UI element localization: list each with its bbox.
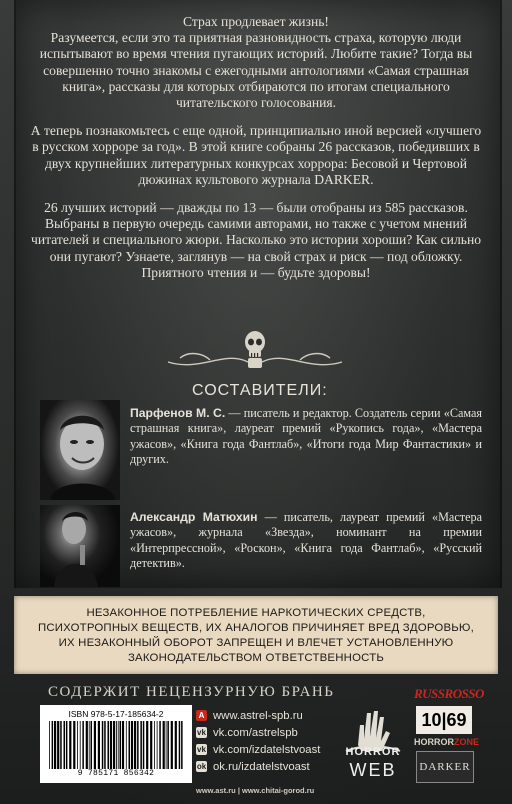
barcode-bar xyxy=(154,721,155,769)
ast-icon: A xyxy=(196,710,207,721)
barcode-bar xyxy=(110,721,112,769)
barcode-bar xyxy=(108,721,110,769)
skull-ornament-icon xyxy=(160,328,350,376)
russrosso-logo: RUSSROSSO xyxy=(414,686,484,701)
barcode-bar xyxy=(175,721,177,769)
compiler-name-2: Александр Матюхин xyxy=(130,510,258,524)
barcode-number: 9 785171 856342 xyxy=(77,769,155,778)
link-text: vk.com/izdatelstvoast xyxy=(213,743,321,756)
bio-matyukhin xyxy=(130,510,482,571)
barcode-bar xyxy=(118,721,119,769)
barcode-bar xyxy=(134,721,136,769)
horrorzone-logo-part2: ZONE xyxy=(454,737,480,747)
logo-1069: 10|69 xyxy=(416,706,472,734)
profanity-notice: СОДЕРЖИТ НЕЦЕНЗУРНУЮ БРАНЬ xyxy=(48,684,335,700)
barcode-bar xyxy=(126,721,127,769)
barcode-bar xyxy=(91,721,93,769)
intro-paragraph-4: 26 лучших историй — дважды по 13 — были отобраны из 585 рассказов. Выбраны в первую очередь самими авторами, но также с учетом мнений читателей и специального жюри. Насколько это истории хороши? Как сильно они пугают? Узнаете, заглянув — на свой страх и риск — под обложку. Приятного чтения и — будьте здоровы! xyxy=(30,200,482,280)
barcode-bar xyxy=(98,721,100,769)
link-text: vk.com/astrelspb xyxy=(213,726,298,739)
warning-line-3: ИХ НЕЗАКОННЫЙ ОБОРОТ ЗАПРЕЩЕН И ВЛЕЧЕТ УСТАНОВЛЕННУЮ xyxy=(58,637,454,649)
compilers-heading: СОСТАВИТЕЛИ: xyxy=(192,382,328,399)
compiler-name-1: Парфенов М. С. xyxy=(130,406,226,420)
portrait-2-icon xyxy=(40,505,120,587)
barcode-bar xyxy=(82,721,84,769)
annotation-text xyxy=(30,14,482,293)
horrorzone-logo xyxy=(414,737,480,748)
barcode-bar xyxy=(54,721,56,769)
barcode-bar xyxy=(120,721,122,769)
barcode-bar xyxy=(52,721,54,769)
intro-paragraph-2: Разумеется, если это та приятная разновидность страха, которую люди испытывают во время чтения пугающих историй. Любите такие? Тогда вы совершенно точно знакомы с ежегодными антологиями «Самая страшная книга», рассказы для которых отбираются по итогам специального читательского голосования. xyxy=(39,30,473,111)
horrorzone-logo-part1: HORROR xyxy=(414,737,454,747)
ok-icon: ok xyxy=(196,762,207,771)
barcode-bar xyxy=(140,721,142,769)
barcode-bar xyxy=(57,721,59,769)
compiler-bio-1: — писатель и редактор. Создатель серии «Самая страшная книга», лауреат премий «Рукопись года», «Мастера ужасов», «Книга года Фантлаб», «Итоги года Мир Фантастики» и других. xyxy=(130,406,482,466)
barcode-bar xyxy=(77,721,78,769)
barcode-bars-icon xyxy=(48,721,184,769)
barcode-bar xyxy=(143,721,145,769)
barcode-bar xyxy=(94,721,96,769)
darker-logo: DARKER xyxy=(416,751,474,783)
barcode-bar xyxy=(89,721,90,769)
horror-web-logo-bottom: WEB xyxy=(349,760,397,780)
barcode-bar xyxy=(60,721,62,769)
barcode-bar xyxy=(159,721,161,769)
health-warning xyxy=(14,596,498,674)
barcode xyxy=(40,705,192,783)
barcode-bar xyxy=(66,721,68,769)
barcode-bar xyxy=(113,721,115,769)
horror-web-logo-top: HORROR xyxy=(345,746,401,758)
intro-paragraph-3: А теперь познакомьтесь с еще одной, принципиально иной версией «лучшего в русском хорроре за год». В этой книге собраны 26 рассказов, победивших в двух крупнейших литературных конкурсах хоррора: Бесовой и Чертовой дюжинах культового журнала DARKER. xyxy=(30,123,482,187)
barcode-bar xyxy=(179,721,181,769)
barcode-bar xyxy=(166,721,167,769)
barcode-bar xyxy=(150,721,152,769)
photo-matyukhin xyxy=(40,505,120,587)
barcode-bar xyxy=(116,721,117,769)
bio-parfenov xyxy=(130,406,482,467)
warning-line-4: ЗАКОНОДАТЕЛЬСТВОМ ОТВЕТСТВЕННОСТЬ xyxy=(127,652,385,664)
barcode-bar xyxy=(80,721,81,769)
photo-parfenov xyxy=(40,400,120,500)
link-text: ok.ru/izdatelstvoast xyxy=(213,760,310,773)
barcode-bar xyxy=(171,721,173,769)
warning-line-1: НЕЗАКОННОЕ ПОТРЕБЛЕНИЕ НАРКОТИЧЕСКИХ СРЕДСТВ, xyxy=(86,607,426,619)
barcode-bar xyxy=(49,721,50,769)
warning-text xyxy=(14,606,498,666)
retail-sites: www.ast.ru | www.chitai-gorod.ru xyxy=(196,786,315,795)
vk-icon: vk xyxy=(197,745,206,754)
portrait-1-icon xyxy=(40,400,120,500)
barcode-bar xyxy=(73,721,75,769)
barcode-bar xyxy=(64,721,66,769)
isbn-number: ISBN 978-5-17-185634-2 xyxy=(68,709,164,719)
barcode-bar xyxy=(122,721,124,769)
barcode-bar xyxy=(146,721,148,769)
barcode-bar xyxy=(137,721,139,769)
link-text: www.astrel-spb.ru xyxy=(213,709,303,722)
barcode-bar xyxy=(157,721,158,769)
barcode-bar xyxy=(167,721,169,769)
barcode-bar xyxy=(129,721,131,769)
vk-icon: vk xyxy=(197,728,206,737)
barcode-bar xyxy=(163,721,165,769)
barcode-bar xyxy=(86,721,88,769)
barcode-bar xyxy=(69,721,71,769)
compiler-bio-2: — писатель, лауреат премий «Мастера ужасов», журнала «Звезда», номинант на премии «Интерпрессной», «Роскон», «Книга года Фантлаб», «Русский детектив». xyxy=(130,510,482,570)
warning-line-2: ПСИХОТРОПНЫХ ВЕЩЕСТВ, ИХ АНАЛОГОВ ПРИЧИНЯЕТ ВРЕД ЗДОРОВЬЮ, xyxy=(37,622,474,634)
barcode-bar xyxy=(181,721,183,769)
barcode-bar xyxy=(104,721,106,769)
barcode-bar xyxy=(131,721,133,769)
barcode-bar xyxy=(102,721,104,769)
intro-paragraph-1: Страх продлевает жизнь! xyxy=(183,14,329,29)
